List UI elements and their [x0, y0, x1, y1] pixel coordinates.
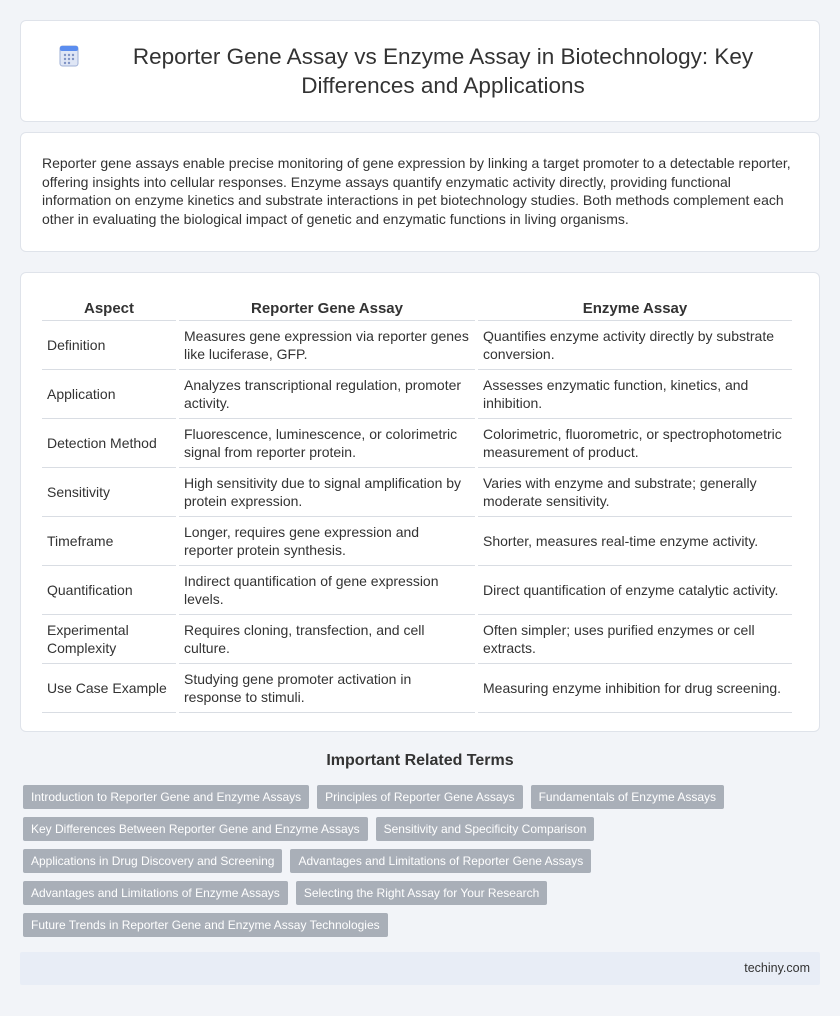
table-row — [42, 664, 792, 713]
table-row — [42, 517, 792, 566]
related-term-tag[interactable]: Advantages and Limitations of Reporter Gene Assays — [290, 849, 591, 873]
header-card — [20, 20, 820, 122]
comparison-table — [39, 295, 795, 713]
reporter-cell: Longer, requires gene expression and reporter protein synthesis. — [179, 517, 475, 566]
reporter-cell: Measures gene expression via reporter genes like luciferase, GFP. — [179, 321, 475, 370]
related-terms-title: Important Related Terms — [326, 752, 514, 769]
enzyme-cell: Varies with enzyme and substrate; generally moderate sensitivity. — [478, 468, 792, 517]
related-term-tag[interactable]: Sensitivity and Specificity Comparison — [376, 817, 595, 841]
table-header-row — [42, 295, 792, 321]
related-term-tag[interactable]: Introduction to Reporter Gene and Enzyme Assays — [23, 785, 309, 809]
table-row — [42, 321, 792, 370]
tag-row — [23, 849, 823, 873]
related-term-tag[interactable]: Future Trends in Reporter Gene and Enzyme Assay Technologies — [23, 913, 388, 937]
comparison-table-card — [20, 272, 820, 732]
aspect-cell: Use Case Example — [42, 664, 176, 713]
aspect-cell: Timeframe — [42, 517, 176, 566]
reporter-cell: Fluorescence, luminescence, or colorimetric signal from reporter protein. — [179, 419, 475, 468]
header-reporter-gene-assay: Reporter Gene Assay — [179, 295, 475, 321]
table-row — [42, 419, 792, 468]
reporter-cell: Indirect quantification of gene expression levels. — [179, 566, 475, 615]
related-term-tag[interactable]: Principles of Reporter Gene Assays — [317, 785, 522, 809]
table-row — [42, 615, 792, 664]
intro-paragraph: Reporter gene assays enable precise monitoring of gene expression by linking a target promoter to a detectable reporter, offering insights into cellular responses. Enzyme assays quantify enzymatic activity directly, providing functional information on enzyme kinetics and substrate interactions in pet biotechnology studies. Both methods complement each other in evaluating the biological impact of genetic and enzymatic functions in living organisms. — [42, 155, 791, 227]
enzyme-cell: Colorimetric, fluorometric, or spectrophotometric measurement of product. — [478, 419, 792, 468]
header-aspect: Aspect — [42, 295, 176, 321]
reporter-cell: High sensitivity due to signal amplification by protein expression. — [179, 468, 475, 517]
table-row — [42, 370, 792, 419]
enzyme-cell: Direct quantification of enzyme catalytic activity. — [478, 566, 792, 615]
related-term-tag[interactable]: Applications in Drug Discovery and Screening — [23, 849, 282, 873]
related-term-tag[interactable]: Key Differences Between Reporter Gene and Enzyme Assays — [23, 817, 368, 841]
document-icon — [57, 44, 81, 68]
related-terms-list — [23, 785, 823, 945]
tag-row — [23, 785, 823, 809]
enzyme-cell: Measuring enzyme inhibition for drug screening. — [478, 664, 792, 713]
enzyme-cell: Quantifies enzyme activity directly by substrate conversion. — [478, 321, 792, 370]
table-row — [42, 468, 792, 517]
tag-row — [23, 817, 823, 841]
page-title: Reporter Gene Assay vs Enzyme Assay in Biotechnology: Key Differences and Applications — [132, 44, 754, 98]
header-enzyme-assay: Enzyme Assay — [478, 295, 792, 321]
related-term-tag[interactable]: Selecting the Right Assay for Your Research — [296, 881, 547, 905]
tag-row — [23, 913, 823, 937]
reporter-cell: Requires cloning, transfection, and cell culture. — [179, 615, 475, 664]
aspect-cell: Application — [42, 370, 176, 419]
footer-site-name: techiny.com — [744, 961, 810, 975]
table-row — [42, 566, 792, 615]
tag-row — [23, 881, 823, 905]
intro-card — [20, 132, 820, 252]
footer — [20, 952, 820, 985]
related-term-tag[interactable]: Fundamentals of Enzyme Assays — [531, 785, 724, 809]
enzyme-cell: Shorter, measures real-time enzyme activity. — [478, 517, 792, 566]
enzyme-cell: Often simpler; uses purified enzymes or cell extracts. — [478, 615, 792, 664]
aspect-cell: Definition — [42, 321, 176, 370]
aspect-cell: Sensitivity — [42, 468, 176, 517]
aspect-cell: Experimental Complexity — [42, 615, 176, 664]
reporter-cell: Analyzes transcriptional regulation, promoter activity. — [179, 370, 475, 419]
enzyme-cell: Assesses enzymatic function, kinetics, and inhibition. — [478, 370, 792, 419]
aspect-cell: Quantification — [42, 566, 176, 615]
aspect-cell: Detection Method — [42, 419, 176, 468]
related-term-tag[interactable]: Advantages and Limitations of Enzyme Assays — [23, 881, 288, 905]
reporter-cell: Studying gene promoter activation in response to stimuli. — [179, 664, 475, 713]
